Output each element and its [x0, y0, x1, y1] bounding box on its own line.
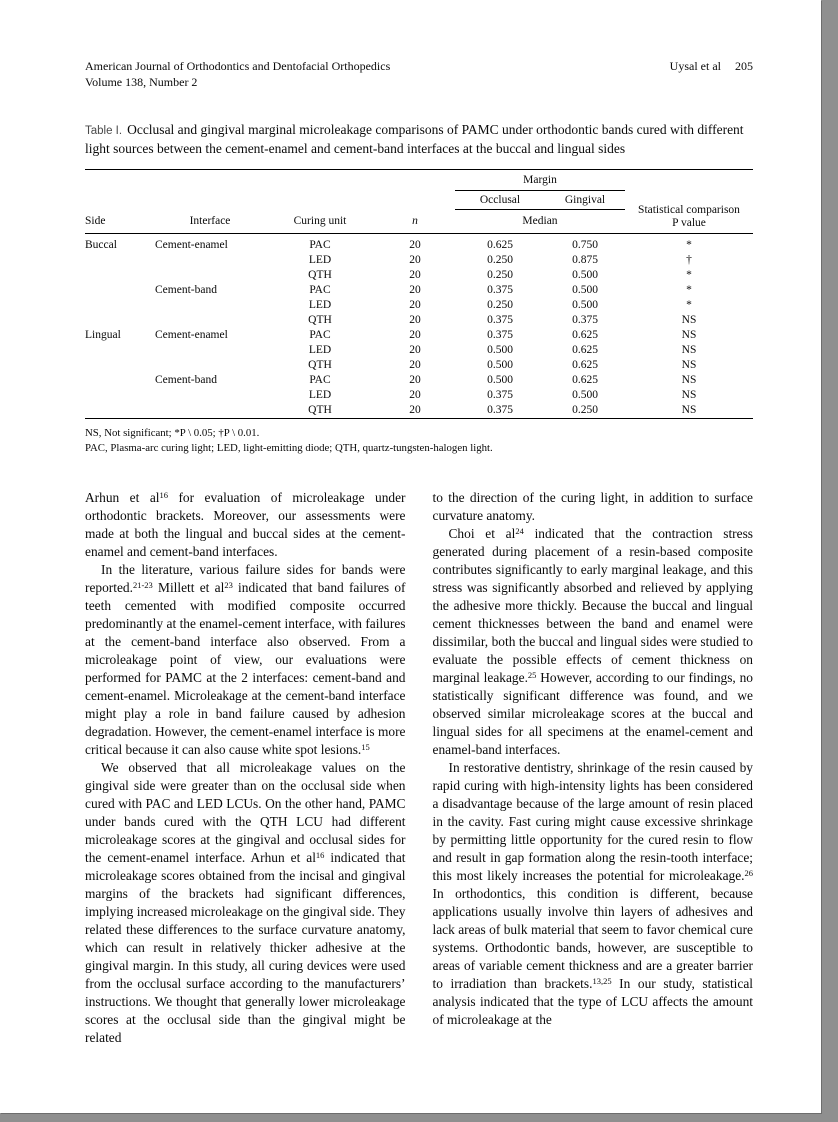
table-row: [85, 298, 753, 313]
table-cell: 20: [409, 329, 421, 341]
table-cell: 0.250: [572, 404, 598, 416]
table-cell: [155, 403, 265, 419]
journal-title: American Journal of Orthodontics and Dentofacial Orthopedics: [85, 59, 391, 73]
table-cell: Cement-enamel: [155, 239, 228, 251]
citation-reference: 21-23: [132, 579, 153, 590]
table-cell: 20: [409, 269, 421, 281]
table-cell: [85, 298, 155, 313]
table-cell: [85, 283, 155, 298]
body-paragraph: In the literature, various failure sides for bands were reported.$^{21-23}$ Millett et $al^{23}$ indicated that band failures of teeth cemented with modified composite occurred predominantly at the enamel-cement interface, with failures at the cement-band interface also observed. From a microleakage point of view, our evaluations were performed for PAMC at the 2 interfaces: cement-band and cement-enamel. Microleakage at the cement-band interface might play a role in band failure caused by adhesion degradation. However, the cement-enamel interface is more critical because it can also cause white spot lesions.$^{15}$: [85, 562, 406, 757]
table-caption-text: Occlusal and gingival marginal microleakage comparisons of PAMC under orthodontic bands cured with different light sources between the cement-enamel and cement-band interfaces at the buccal and lingual sides: [85, 122, 744, 156]
citation-reference: 23: [224, 579, 233, 590]
table-cell: 20: [409, 239, 421, 251]
gingival-header: Gingival: [545, 191, 625, 210]
table-cell: [155, 268, 265, 283]
table-cell: [85, 388, 155, 403]
table-cell: 0.750: [572, 239, 598, 251]
table-cell: PAC: [309, 284, 331, 296]
table-cell: 0.500: [572, 299, 598, 311]
table-cell: [155, 388, 265, 403]
table-cell: *: [686, 299, 692, 311]
running-authors: Uysal et al: [669, 59, 721, 73]
body-column-right: [433, 489, 754, 1047]
table-header-row-sides: [85, 191, 753, 210]
table-cell: 0.500: [572, 389, 598, 401]
table-cell: 0.500: [572, 284, 598, 296]
table-cell: Cement-band: [155, 374, 217, 386]
table-cell: [155, 343, 265, 358]
table-cell: †: [686, 254, 692, 266]
table-cell: NS: [681, 314, 697, 326]
table-cell: LED: [308, 344, 332, 356]
table-cell: 0.375: [487, 314, 513, 326]
table-body: [85, 234, 753, 419]
citation-reference: 15: [361, 741, 370, 752]
table-cell: 0.875: [572, 254, 598, 266]
table-row: [85, 268, 753, 283]
journal-issue: Volume 138, Number 2: [85, 75, 198, 89]
table-cell: 0.625: [572, 344, 598, 356]
table-cell: 0.250: [487, 299, 513, 311]
table-cell: 0.250: [487, 254, 513, 266]
table-footnote-abbreviations: PAC, Plasma-arc curing light; LED, light-emitting diode; QTH, quartz-tungsten-halogen light.: [85, 442, 493, 454]
table-cell: NS: [681, 389, 697, 401]
page-content: [85, 121, 753, 1047]
table-cell: QTH: [308, 359, 332, 371]
table-row: [85, 403, 753, 419]
table-row: [85, 328, 753, 343]
table-cell: 0.625: [572, 359, 598, 371]
table-caption: [85, 121, 753, 158]
table-cell: NS: [681, 374, 697, 386]
occlusal-header: Occlusal: [455, 191, 545, 210]
table-cell: NS: [681, 359, 697, 371]
table-cell: 20: [409, 374, 421, 386]
table-cell: 20: [409, 299, 421, 311]
table-cell: [85, 358, 155, 373]
table-cell: *: [686, 239, 692, 251]
table-cell: 0.500: [487, 344, 513, 356]
table-cell: QTH: [308, 404, 332, 416]
body-paragraph: In restorative dentistry, shrinkage of the resin caused by rapid curing with high-intensity lights has been considered a disadvantage because of the large amount of resin placed in the cavity. Fast curing might cause excessive shrinkage by permitting little opportunity for the cured resin to flow and result in gap formation along the resin-tooth interface; this most likely increases the potential for microleakage.$^{26}$ In orthodontics, this condition is different, because applications usually involve thin layers of adhesives and lack areas of bulk material that seem to favor chemical cure systems. Orthodontic bands, however, are susceptible to areas of variable cement thickness and are a greater barrier to irradiation than brackets.$^{13,25}$ In our study, statistical analysis indicated that the type of LCU affects the amount of microleakage at the: [432, 760, 754, 1027]
table-cell: [85, 268, 155, 283]
table-header-row-margin: [85, 170, 753, 191]
table-row: [85, 253, 753, 268]
table-cell: 0.250: [487, 269, 513, 281]
table-cell: [155, 253, 265, 268]
table-cell: *: [686, 284, 692, 296]
body-paragraph: Arhun et $al^{16}$ for evaluation of microleakage under orthodontic brackets. Moreover, our assessments were made at both the lingual and buccal sides at the cement-enamel and cement-band interfaces.: [85, 489, 406, 559]
table-cell: [85, 313, 155, 328]
table-cell: 20: [409, 254, 421, 266]
table-label: Table I.: [85, 125, 123, 137]
table-cell: 0.375: [487, 404, 513, 416]
side-header: Side: [85, 210, 155, 234]
statistical-comparison-line1: Statistical comparison: [638, 204, 740, 216]
table-cell: 0.375: [487, 284, 513, 296]
table-cell: 20: [409, 314, 421, 326]
table-row: [85, 313, 753, 328]
interface-header: Interface: [155, 210, 265, 234]
table-head: [85, 170, 753, 234]
table-cell: [85, 373, 155, 388]
citation-reference: 26: [744, 867, 753, 878]
table-cell: LED: [308, 254, 332, 266]
table-cell: Cement-band: [155, 284, 217, 296]
table-cell: NS: [681, 404, 697, 416]
table-row: [85, 373, 753, 388]
citation-reference: 24: [515, 525, 524, 536]
table-cell: [85, 343, 155, 358]
statistical-comparison-line2: P value: [672, 217, 706, 229]
median-header: Median: [455, 210, 625, 234]
table-cell: *: [686, 269, 692, 281]
table-row: [85, 388, 753, 403]
body-column-left: [85, 489, 406, 1047]
table-cell: NS: [681, 344, 697, 356]
table-cell: 0.375: [487, 329, 513, 341]
table-cell: Cement-enamel: [155, 329, 228, 341]
table-cell: 0.375: [572, 314, 598, 326]
table-cell: 0.625: [487, 239, 513, 251]
table-cell: [155, 358, 265, 373]
statistical-comparison-header: [625, 191, 753, 234]
table-row: [85, 358, 753, 373]
body-text: [85, 489, 753, 1047]
table-row: [85, 283, 753, 298]
curing-unit-header: Curing unit: [265, 210, 375, 234]
citation-reference: 16: [315, 849, 325, 860]
table-cell: PAC: [309, 329, 331, 341]
citation-reference: 13,25: [592, 975, 612, 986]
body-paragraph: to the direction of the curing light, in addition to surface curvature anatomy.: [432, 490, 753, 523]
table-cell: QTH: [308, 314, 332, 326]
table-cell: 20: [409, 359, 421, 371]
body-paragraph: Choi et $al^{24}$ indicated that the contraction stress generated during placement of a resin-based composite contributes significantly to early marginal leakage, and this stress was significantly absorbed and relieved by applying the adhesive more thickly. Because the buccal and lingual cement thicknesses between the band and enamel were dissimilar, both the buccal and lingual sides were studied to evaluate the possible effects of cement thickness on marginal leakage.$^{25}$ However, according to our findings, no statistically significant difference was found, and we observed similar microleakage scores at the buccal and lingual sides for all specimens at the enamel-cement and enamel-band interfaces.: [432, 525, 753, 757]
table-cell: 0.625: [572, 329, 598, 341]
table-cell: PAC: [309, 374, 331, 386]
table-row: [85, 234, 753, 254]
table-cell: [155, 298, 265, 313]
table-footnotes: [85, 426, 753, 456]
table-cell: PAC: [309, 239, 331, 251]
table-row: [85, 343, 753, 358]
table-cell: 20: [409, 344, 421, 356]
table-cell: QTH: [308, 269, 332, 281]
table-cell: [85, 253, 155, 268]
table-cell: 20: [409, 404, 421, 416]
table-footnote-significance: NS, Not significant; *P \ 0.05; †P \ 0.01.: [85, 427, 260, 439]
body-paragraph: We observed that all microleakage values on the gingival side were greater than on the occlusal side when cured with PAC and LED LCUs. On the other hand, PAMC under bands cured with the QTH LCU had different microleakage scores at the gingival and occlusal sides for the cement-enamel interface. Arhun et $al^{16}$ indicated that microleakage scores obtained from the incisal and gingival margins of the brackets had significant differences, implying increased microleakage on the gingival side. They related these differences to the surface curvature anatomy, which can result in relatively thicker adhesive at the gingival margin. In this study, all curing devices were used from the occlusal surface according to the manufacturers’ instructions. We thought that generally lower microleakage scores at the occlusal side than the gingival might be related: [85, 760, 406, 1045]
table-cell: NS: [681, 329, 697, 341]
table-cell: 0.500: [572, 269, 598, 281]
table-cell: [155, 313, 265, 328]
microleakage-table: [85, 169, 753, 419]
margin-header: Margin: [455, 170, 625, 191]
running-head: [85, 58, 753, 90]
table-cell: LED: [308, 299, 332, 311]
table-cell: [85, 403, 155, 419]
table-cell: 0.500: [487, 359, 513, 371]
table-cell: 0.375: [487, 389, 513, 401]
table-cell: 0.625: [572, 374, 598, 386]
table-cell: Buccal: [85, 239, 117, 251]
page-number: 205: [735, 59, 753, 73]
citation-reference: 16: [159, 489, 168, 500]
table-cell: Lingual: [85, 329, 121, 341]
running-head-left: [85, 58, 390, 90]
citation-reference: 25: [527, 669, 537, 680]
table-cell: 0.500: [487, 374, 513, 386]
table-cell: LED: [308, 389, 332, 401]
table-cell: 20: [409, 284, 421, 296]
table-cell: 20: [409, 389, 421, 401]
running-head-right: [670, 58, 753, 74]
n-header: n: [375, 210, 455, 234]
